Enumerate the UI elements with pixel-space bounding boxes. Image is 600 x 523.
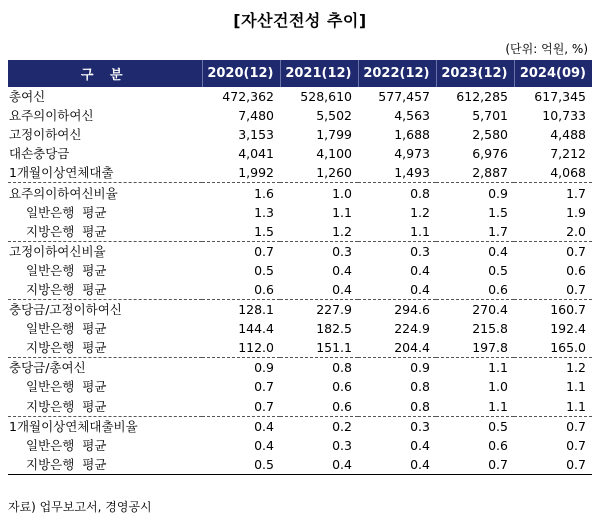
header-year: 2024(09) [514,60,592,87]
cell-value: 5,701 [472,108,508,124]
cell-value: 612,285 [456,89,508,105]
cell-value: 0.8 [358,183,436,203]
cell-value: 0.6 [566,262,586,278]
cell-value: 1,992 [238,165,274,181]
row-label: 1개월이상연체대출 [9,165,114,181]
header-year: 2023(12) [436,60,514,87]
table-row [8,87,592,106]
cell-value: 1.2 [332,223,352,239]
cell-value: 10,733 [542,108,586,124]
table-row [8,203,592,222]
cell-value: 2.0 [566,223,586,239]
cell-value: 294.6 [358,300,436,320]
header-row [8,60,592,87]
row-label: 1개월이상연체대출비율 [8,416,202,436]
table-row [8,358,592,378]
cell-value: 0.6 [332,398,352,414]
cell-value: 7,480 [238,108,274,124]
cell-value: 1.2 [410,204,430,220]
cell-value: 0.7 [514,455,592,475]
cell-value: 0.7 [566,437,586,453]
unit-note: (단위: 억원, %) [505,42,588,56]
cell-value: 0.4 [410,262,430,278]
cell-value: 1.1 [488,398,508,414]
cell-value: 160.7 [514,300,592,320]
cell-value: 0.8 [280,358,358,378]
cell-value: 4,100 [316,146,352,162]
header-category: 구 분 [8,60,202,87]
table-row [8,338,592,358]
cell-value: 0.4 [410,281,430,297]
cell-value: 215.8 [472,321,508,337]
cell-value: 197.8 [472,340,508,356]
cell-value: 0.5 [488,262,508,278]
cell-value: 577,457 [378,89,430,105]
cell-value: 0.9 [202,358,280,378]
table-row [8,222,592,242]
cell-value: 1.3 [254,204,274,220]
cell-value: 165.0 [550,340,586,356]
row-label: 요주의이하여신비율 [8,183,202,203]
cell-value: 1.1 [566,379,586,395]
row-label: 총여신 [9,89,46,105]
cell-value: 0.8 [410,398,430,414]
row-label: 지방은행 평균 [26,398,107,414]
row-label: 대손충당금 [9,146,70,162]
table-row [8,106,592,125]
row-label: 지방은행 평균 [26,223,107,239]
row-label: 충당금/총여신 [8,358,202,378]
cell-value: 1.9 [566,204,586,220]
cell-value: 0.7 [254,398,274,414]
cell-value: 151.1 [316,340,352,356]
row-label: 고정이하여신 [9,127,82,143]
table-row [8,300,592,320]
cell-value: 1.0 [488,379,508,395]
cell-value: 0.7 [566,281,586,297]
row-label: 충당금/고정이하여신 [8,300,202,320]
row-label: 일반은행 평균 [26,437,107,453]
header-year: 2020(12) [202,60,280,87]
row-label: 고정이하여신비율 [8,241,202,261]
cell-value: 204.4 [394,340,430,356]
header-year: 2022(12) [358,60,436,87]
cell-value: 2,580 [472,127,508,143]
cell-value: 0.6 [332,379,352,395]
cell-value: 0.9 [358,358,436,378]
cell-value: 1.1 [566,398,586,414]
cell-value: 0.9 [436,183,514,203]
cell-value: 1.7 [514,183,592,203]
table-row [8,455,592,475]
cell-value: 0.7 [254,379,274,395]
cell-value: 112.0 [238,340,274,356]
cell-value: 0.5 [254,262,274,278]
table-row [8,163,592,183]
source-note: 자료) 업무보고서, 경영공시 [8,500,152,514]
cell-value: 0.4 [332,281,352,297]
cell-value: 0.4 [332,262,352,278]
cell-value: 7,212 [550,146,586,162]
cell-value: 3,153 [238,127,274,143]
cell-value: 528,610 [300,89,352,105]
cell-value: 0.4 [436,241,514,261]
row-label: 지방은행 평균 [26,281,107,297]
cell-value: 0.3 [280,241,358,261]
cell-value: 0.6 [488,281,508,297]
table-row [8,319,592,338]
cell-value: 4,041 [238,146,274,162]
cell-value: 617,345 [534,89,586,105]
cell-value: 1,260 [316,165,352,181]
cell-value: 0.7 [514,241,592,261]
cell-value: 0.3 [332,437,352,453]
cell-value: 0.4 [202,416,280,436]
table-row [8,241,592,261]
table-row [8,183,592,203]
cell-value: 224.9 [394,321,430,337]
table-row [8,377,592,396]
cell-value: 1.1 [410,223,430,239]
table-row [8,397,592,417]
cell-value: 0.3 [358,241,436,261]
cell-value: 5,502 [316,108,352,124]
cell-value: 1.1 [436,358,514,378]
cell-value: 227.9 [280,300,358,320]
cell-value: 270.4 [436,300,514,320]
header-year: 2021(12) [280,60,358,87]
table-row [8,261,592,280]
cell-value: 0.4 [410,437,430,453]
cell-value: 0.6 [254,281,274,297]
cell-value: 128.1 [202,300,280,320]
cell-value: 1.6 [202,183,280,203]
cell-value: 0.4 [358,455,436,475]
cell-value: 1.5 [254,223,274,239]
cell-value: 192.4 [550,321,586,337]
row-label: 지방은행 평균 [8,455,202,475]
table-row [8,144,592,163]
cell-value: 1,799 [316,127,352,143]
table-row [8,416,592,436]
cell-value: 4,563 [394,108,430,124]
table-row [8,436,592,455]
cell-value: 472,362 [222,89,274,105]
asset-quality-table [8,60,592,475]
cell-value: 1.1 [332,204,352,220]
cell-value: 6,976 [472,146,508,162]
cell-value: 0.7 [202,241,280,261]
cell-value: 1.0 [280,183,358,203]
row-label: 요주의이하여신 [9,108,94,124]
cell-value: 0.5 [202,455,280,475]
row-label: 일반은행 평균 [26,262,107,278]
row-label: 일반은행 평균 [26,321,107,337]
cell-value: 2,887 [472,165,508,181]
cell-value: 4,068 [550,165,586,181]
row-label: 지방은행 평균 [26,340,107,356]
cell-value: 1.2 [514,358,592,378]
table-row [8,125,592,144]
table-title: [자산건전성 추이] [233,11,367,30]
cell-value: 4,488 [550,127,586,143]
cell-value: 0.4 [280,455,358,475]
cell-value: 0.8 [410,379,430,395]
cell-value: 0.5 [436,416,514,436]
cell-value: 1,688 [394,127,430,143]
cell-value: 1.7 [488,223,508,239]
table-row [8,280,592,300]
cell-value: 4,973 [394,146,430,162]
cell-value: 0.6 [488,437,508,453]
cell-value: 182.5 [316,321,352,337]
row-label: 일반은행 평균 [26,379,107,395]
cell-value: 1,493 [394,165,430,181]
cell-value: 0.7 [514,416,592,436]
cell-value: 0.3 [358,416,436,436]
cell-value: 144.4 [238,321,274,337]
cell-value: 1.5 [488,204,508,220]
cell-value: 0.4 [254,437,274,453]
row-label: 일반은행 평균 [26,204,107,220]
cell-value: 0.7 [436,455,514,475]
cell-value: 0.2 [280,416,358,436]
